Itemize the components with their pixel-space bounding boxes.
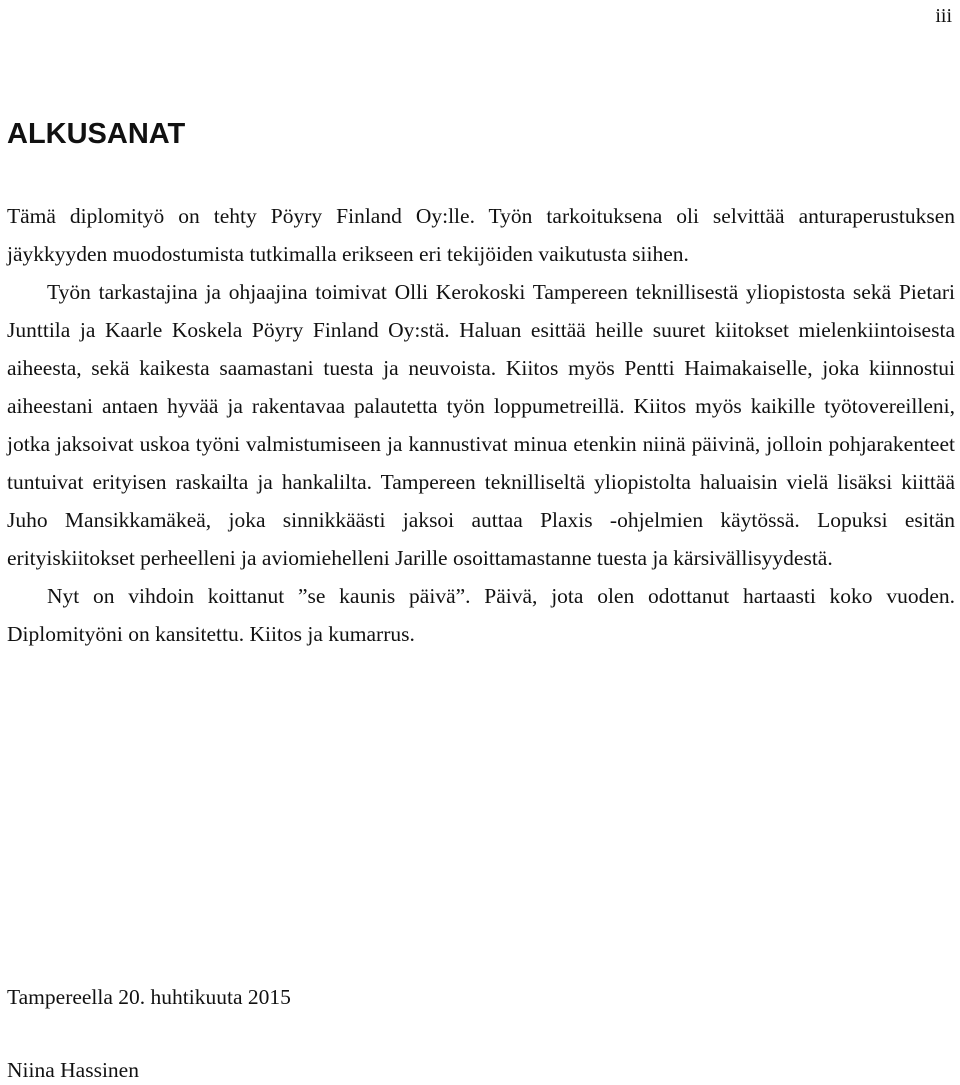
page-title: ALKUSANAT — [7, 118, 186, 150]
author-name: Niina Hassinen — [7, 1058, 139, 1082]
place-date: Tampereella 20. huhtikuuta 2015 — [7, 985, 291, 1009]
page-number: iii — [935, 5, 952, 27]
paragraph-thanks: Työn tarkastajina ja ohjaajina toimivat Olli Kerokoski Tampereen teknillisestä yliopistosta sekä Pietari Junttila ja Kaarle Koskela Pöyry Finland Oy:stä. Haluan esittää heille suuret kiitokset mielenkiintoisesta aiheesta, sekä kaikesta saamastani tuesta ja neuvoista. Kiitos myös Pentti Haimakaiselle, joka kiinnostui aiheestani antaen hyvää ja rakentavaa palautetta työn loppumetreillä. Kiitos myös kaikille työtovereilleni, jotka jaksoivat uskoa työni valmistumiseen ja kannustivat minua etenkin niinä päivinä, jolloin pohjarakenteet tuntuivat erityisen raskailta ja hankalilta. Tampereen teknilliseltä yliopistolta haluaisin vielä lisäksi kiittää Juho Mansikkamäkeä, joka sinnikkäästi jaksoi auttaa Plaxis -ohjelmien käytössä. Lopuksi esitän erityiskiitokset perheelleni ja aviomiehelleni Jarille osoittamastanne tuesta ja kärsivällisyydestä. — [7, 280, 955, 570]
paragraph-intro: Tämä diplomityö on tehty Pöyry Finland Oy:lle. Työn tarkoituksena oli selvittää anturaperustuksen jäykkyyden muodostumista tutkimalla erikseen eri tekijöiden vaikutusta siihen. — [7, 204, 955, 266]
body-text — [7, 197, 955, 653]
paragraph-closing: Nyt on vihdoin koittanut ”se kaunis päivä”. Päivä, jota olen odottanut hartaasti koko vuoden. Diplomityöni on kansitettu. Kiitos ja kumarrus. — [7, 584, 955, 646]
